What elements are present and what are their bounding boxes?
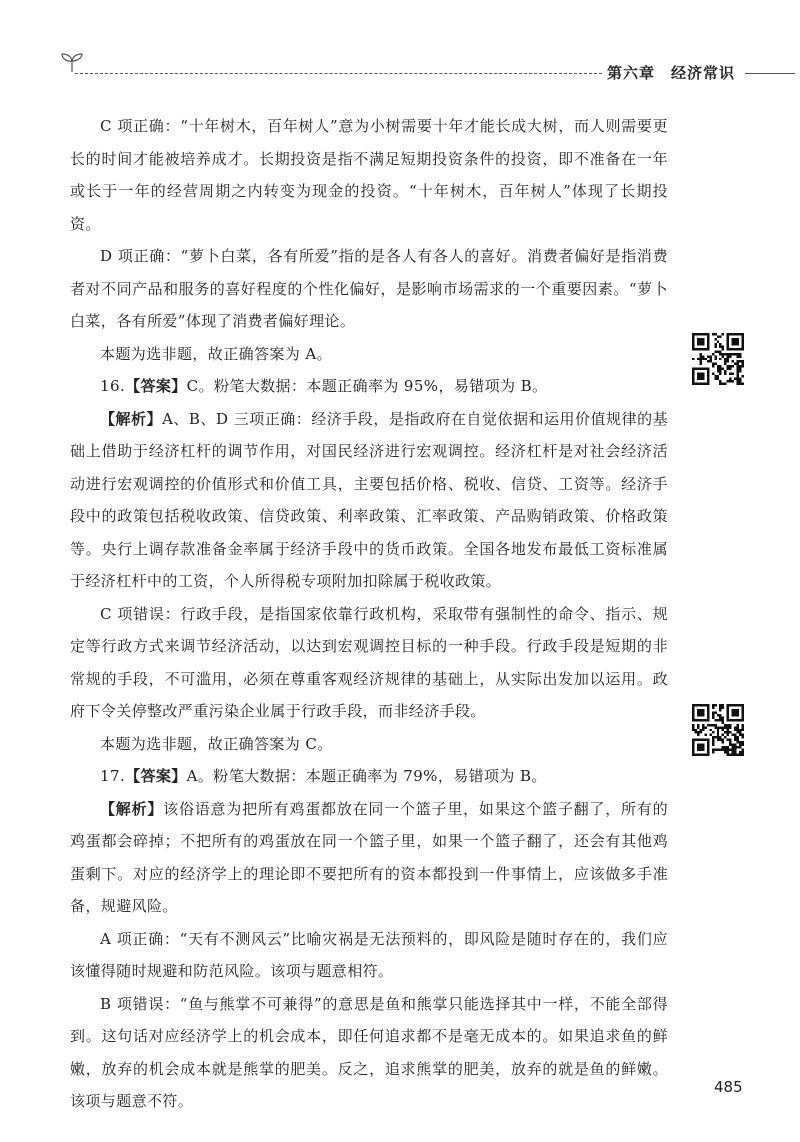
analysis-label: 【解析】 bbox=[100, 409, 163, 428]
paragraph: D 项正确：“萝卜白菜，各有所爱”指的是各人有各人的喜好。消费者偏好是指消费者对不同产品和服务的喜好程度的个性化偏好，是影响市场需求的一个重要因素。“萝卜白菜，各有所爱”体现了消费者偏好理论。 bbox=[70, 247, 668, 330]
header-rule-right bbox=[745, 73, 795, 74]
analysis-17: 【解析】该俗语意为把所有鸡蛋都放在同一个篮子里，如果这个篮子翻了，所有的鸡蛋都会碎掉；不把所有的鸡蛋放在同一个篮子里，如果一个篮子翻了，还会有其他鸡蛋剩下。对应的经济学上的理论即不要把所有的资本都投到一件事情上，应该做多手准备，规避风险。 bbox=[70, 799, 668, 915]
section-title: 经济常识 bbox=[671, 64, 736, 82]
paragraph: 本题为选非题，故正确答案为 A。 bbox=[100, 344, 333, 363]
answer-label: 【答案】 bbox=[125, 377, 187, 395]
paragraph: C 项正确：“十年树木，百年树人”意为小树需要十年才能长成大树，而人则需要更长的时间才能被培养成才。长期投资是指不满足短期投资条件的投资，即不准备在一年或长于一年的经营周期之内转变为现金的投资。“十年树木，百年树人”体现了长期投资。 bbox=[70, 117, 668, 233]
answer-label: 【答案】 bbox=[125, 767, 187, 785]
qr-code-icon[interactable] bbox=[692, 333, 744, 385]
chapter-number: 第六章 bbox=[607, 64, 656, 82]
answer-16: 16.【答案】C。粉笔大数据：本题正确率为 95%，易错项为 B。 bbox=[100, 377, 548, 395]
analysis-16: 【解析】A、B、D 三项正确：经济手段，是指政府在自觉依据和运用价值规律的基础上借助于经济杠杆的调节作用，对国民经济进行宏观调控。经济杠杆是对社会经济活动进行宏观调控的价值形式和价值工具，主要包括价格、税收、信贷、工资等。经济手段中的政策包括税收政策、信贷政策、利率政策、汇率政策、产品购销政策、价格政策等。央行上调存款准备金率属于经济手段中的货币政策。全国各地发布最低工资标准属于经济杠杆中的工资，个人所得税专项附加扣除属于税收政策。 bbox=[70, 409, 668, 590]
answer-17: 17.【答案】A。粉笔大数据：本题正确率为 79%，易错项为 B。 bbox=[100, 767, 547, 785]
sprout-icon bbox=[60, 52, 84, 74]
analysis-label: 【解析】 bbox=[100, 799, 164, 818]
paragraph: B 项错误：“鱼与熊掌不可兼得”的意思是鱼和熊掌只能选择其中一样，不能全部得到。这句话对应经济学上的机会成本，即任何追求都不是毫无成本的。如果追求鱼的鲜嫩，放弃的机会成本就是熊掌的肥美。反之，追求熊掌的肥美，放弃的就是鱼的鲜嫩。该项与题意不符。 bbox=[70, 994, 668, 1110]
page-number: 485 bbox=[714, 1078, 743, 1096]
question-number: 16. bbox=[100, 377, 126, 395]
paragraph: A 项正确：“天有不测风云”比喻灾祸是无法预料的，即风险是随时存在的，我们应该懂得随时规避和防范风险。该项与题意相符。 bbox=[70, 929, 668, 980]
page-body bbox=[70, 110, 668, 1118]
paragraph: 本题为选非题，故正确答案为 C。 bbox=[100, 734, 333, 753]
page-header bbox=[0, 0, 800, 90]
paragraph: C 项错误：行政手段，是指国家依靠行政机构，采取带有强制性的命令、指示、规定等行政方式来调节经济活动，以达到宏观调控目标的一种手段。行政手段是短期的非常规的手段，不可滥用，必须在尊重客观经济规律的基础上，从实际出发加以运用。政府下令关停整改严重污染企业属于行政手段，而非经济手段。 bbox=[70, 604, 668, 720]
qr-code-icon[interactable] bbox=[692, 704, 744, 756]
header-rule bbox=[75, 73, 602, 74]
question-number: 17. bbox=[100, 767, 126, 785]
chapter-title bbox=[607, 62, 751, 83]
